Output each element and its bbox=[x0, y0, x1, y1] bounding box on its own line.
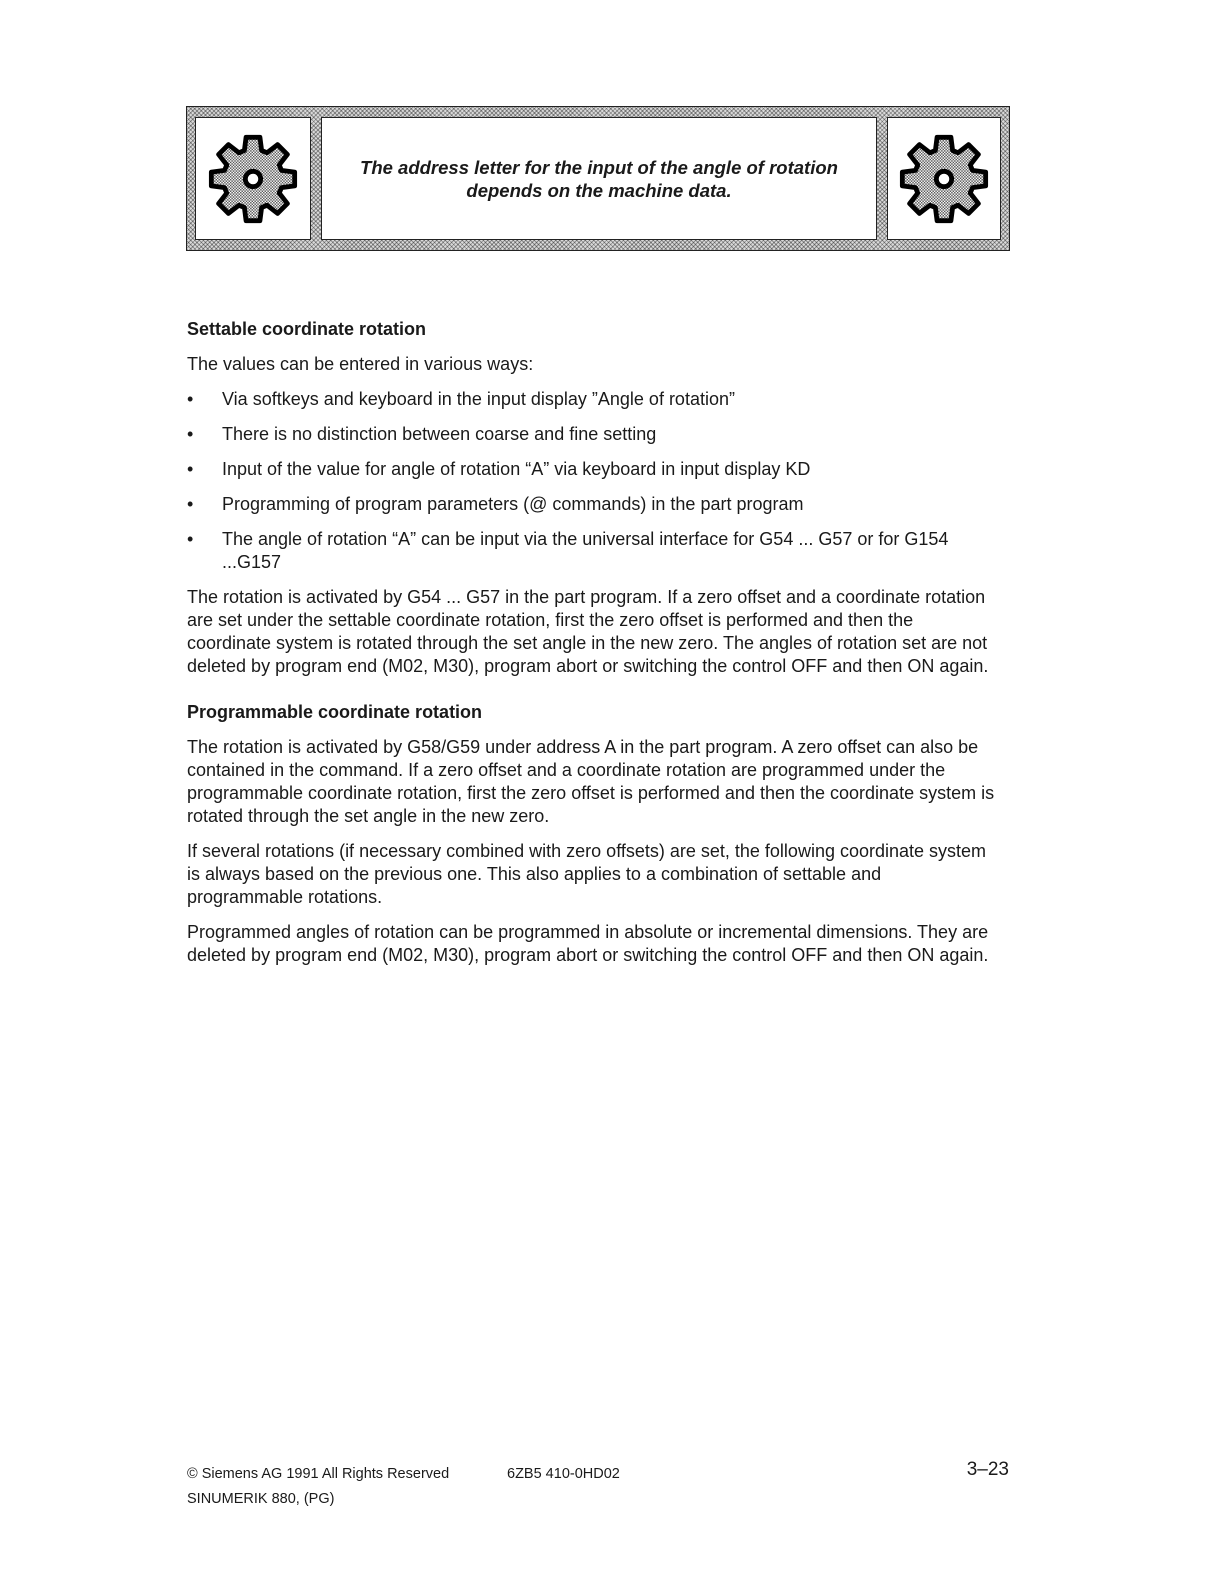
gear-icon bbox=[896, 131, 992, 227]
note-box bbox=[186, 106, 1010, 251]
programmable-paragraph-3: Programmed angles of rotation can be programmed in absolute or incremental dimensions. They are deleted by program end (M02, M30), program abort or switching the control OFF and then ON again. bbox=[187, 922, 989, 965]
footer-doc-number: 6ZB5 410-0HD02 bbox=[507, 1466, 620, 1482]
list-item-text: Input of the value for angle of rotation “A” via keyboard in input display KD bbox=[222, 459, 811, 479]
note-text-cell bbox=[321, 117, 877, 240]
note-line-2: depends on the machine data. bbox=[466, 179, 732, 201]
note-line-1: The address letter for the input of the angle of rotation bbox=[360, 156, 838, 178]
list-item-text: There is no distinction between coarse and fine setting bbox=[222, 424, 657, 444]
bullet-marker: • bbox=[187, 494, 194, 514]
programmable-heading: Programmable coordinate rotation bbox=[187, 702, 483, 722]
list-item bbox=[187, 458, 1002, 481]
footer-copyright: © Siemens AG 1991 All Rights Reserved bbox=[187, 1466, 450, 1482]
list-item-text: The angle of rotation “A” can be input via the universal interface for G54 ... G57 or for G154 ...G157 bbox=[222, 529, 949, 572]
note-text bbox=[322, 156, 876, 202]
bullet-marker: • bbox=[187, 424, 194, 444]
note-left-icon-cell bbox=[195, 117, 311, 240]
page-footer bbox=[187, 1459, 1009, 1508]
gear-icon bbox=[205, 131, 301, 227]
bullet-marker: • bbox=[187, 529, 194, 549]
settable-bullet-list bbox=[187, 388, 1002, 574]
list-item bbox=[187, 528, 1002, 574]
programmable-paragraph-1: The rotation is activated by G58/G59 under address A in the part program. A zero offset can also be contained in the command. If a zero offset and a coordinate rotation are programmed under the programmable coordinate rotation, first the zero offset is performed and then the coordinate system is rotated through the set angle in the new zero. bbox=[187, 737, 995, 826]
list-item bbox=[187, 423, 1002, 446]
list-item-text: Programming of program parameters (@ commands) in the part program bbox=[222, 494, 804, 514]
programmable-paragraph-2: If several rotations (if necessary combined with zero offsets) are set, the following coordinate system is always based on the previous one. This also applies to a combination of settable and programmable rotations. bbox=[187, 841, 987, 907]
list-item-text: Via softkeys and keyboard in the input display ”Angle of rotation” bbox=[222, 389, 735, 409]
main-content bbox=[187, 318, 1002, 979]
bullet-marker: • bbox=[187, 459, 194, 479]
note-right-icon-cell bbox=[887, 117, 1001, 240]
bullet-marker: • bbox=[187, 389, 194, 409]
list-item bbox=[187, 493, 1002, 516]
settable-paragraph: The rotation is activated by G54 ... G57 in the part program. If a zero offset and a coordinate rotation are set under the settable coordinate rotation, first the zero offset is performed and then the coordinate system is rotated through the set angle in the new zero. The angles of rotation set are not deleted by program end (M02, M30), program abort or switching the control OFF and then ON again. bbox=[187, 587, 989, 676]
settable-heading: Settable coordinate rotation bbox=[187, 319, 427, 339]
page-number: 3–23 bbox=[966, 1459, 1009, 1480]
settable-intro: The values can be entered in various ways: bbox=[187, 354, 534, 374]
footer-product: SINUMERIK 880, (PG) bbox=[187, 1491, 335, 1507]
list-item bbox=[187, 388, 1002, 411]
